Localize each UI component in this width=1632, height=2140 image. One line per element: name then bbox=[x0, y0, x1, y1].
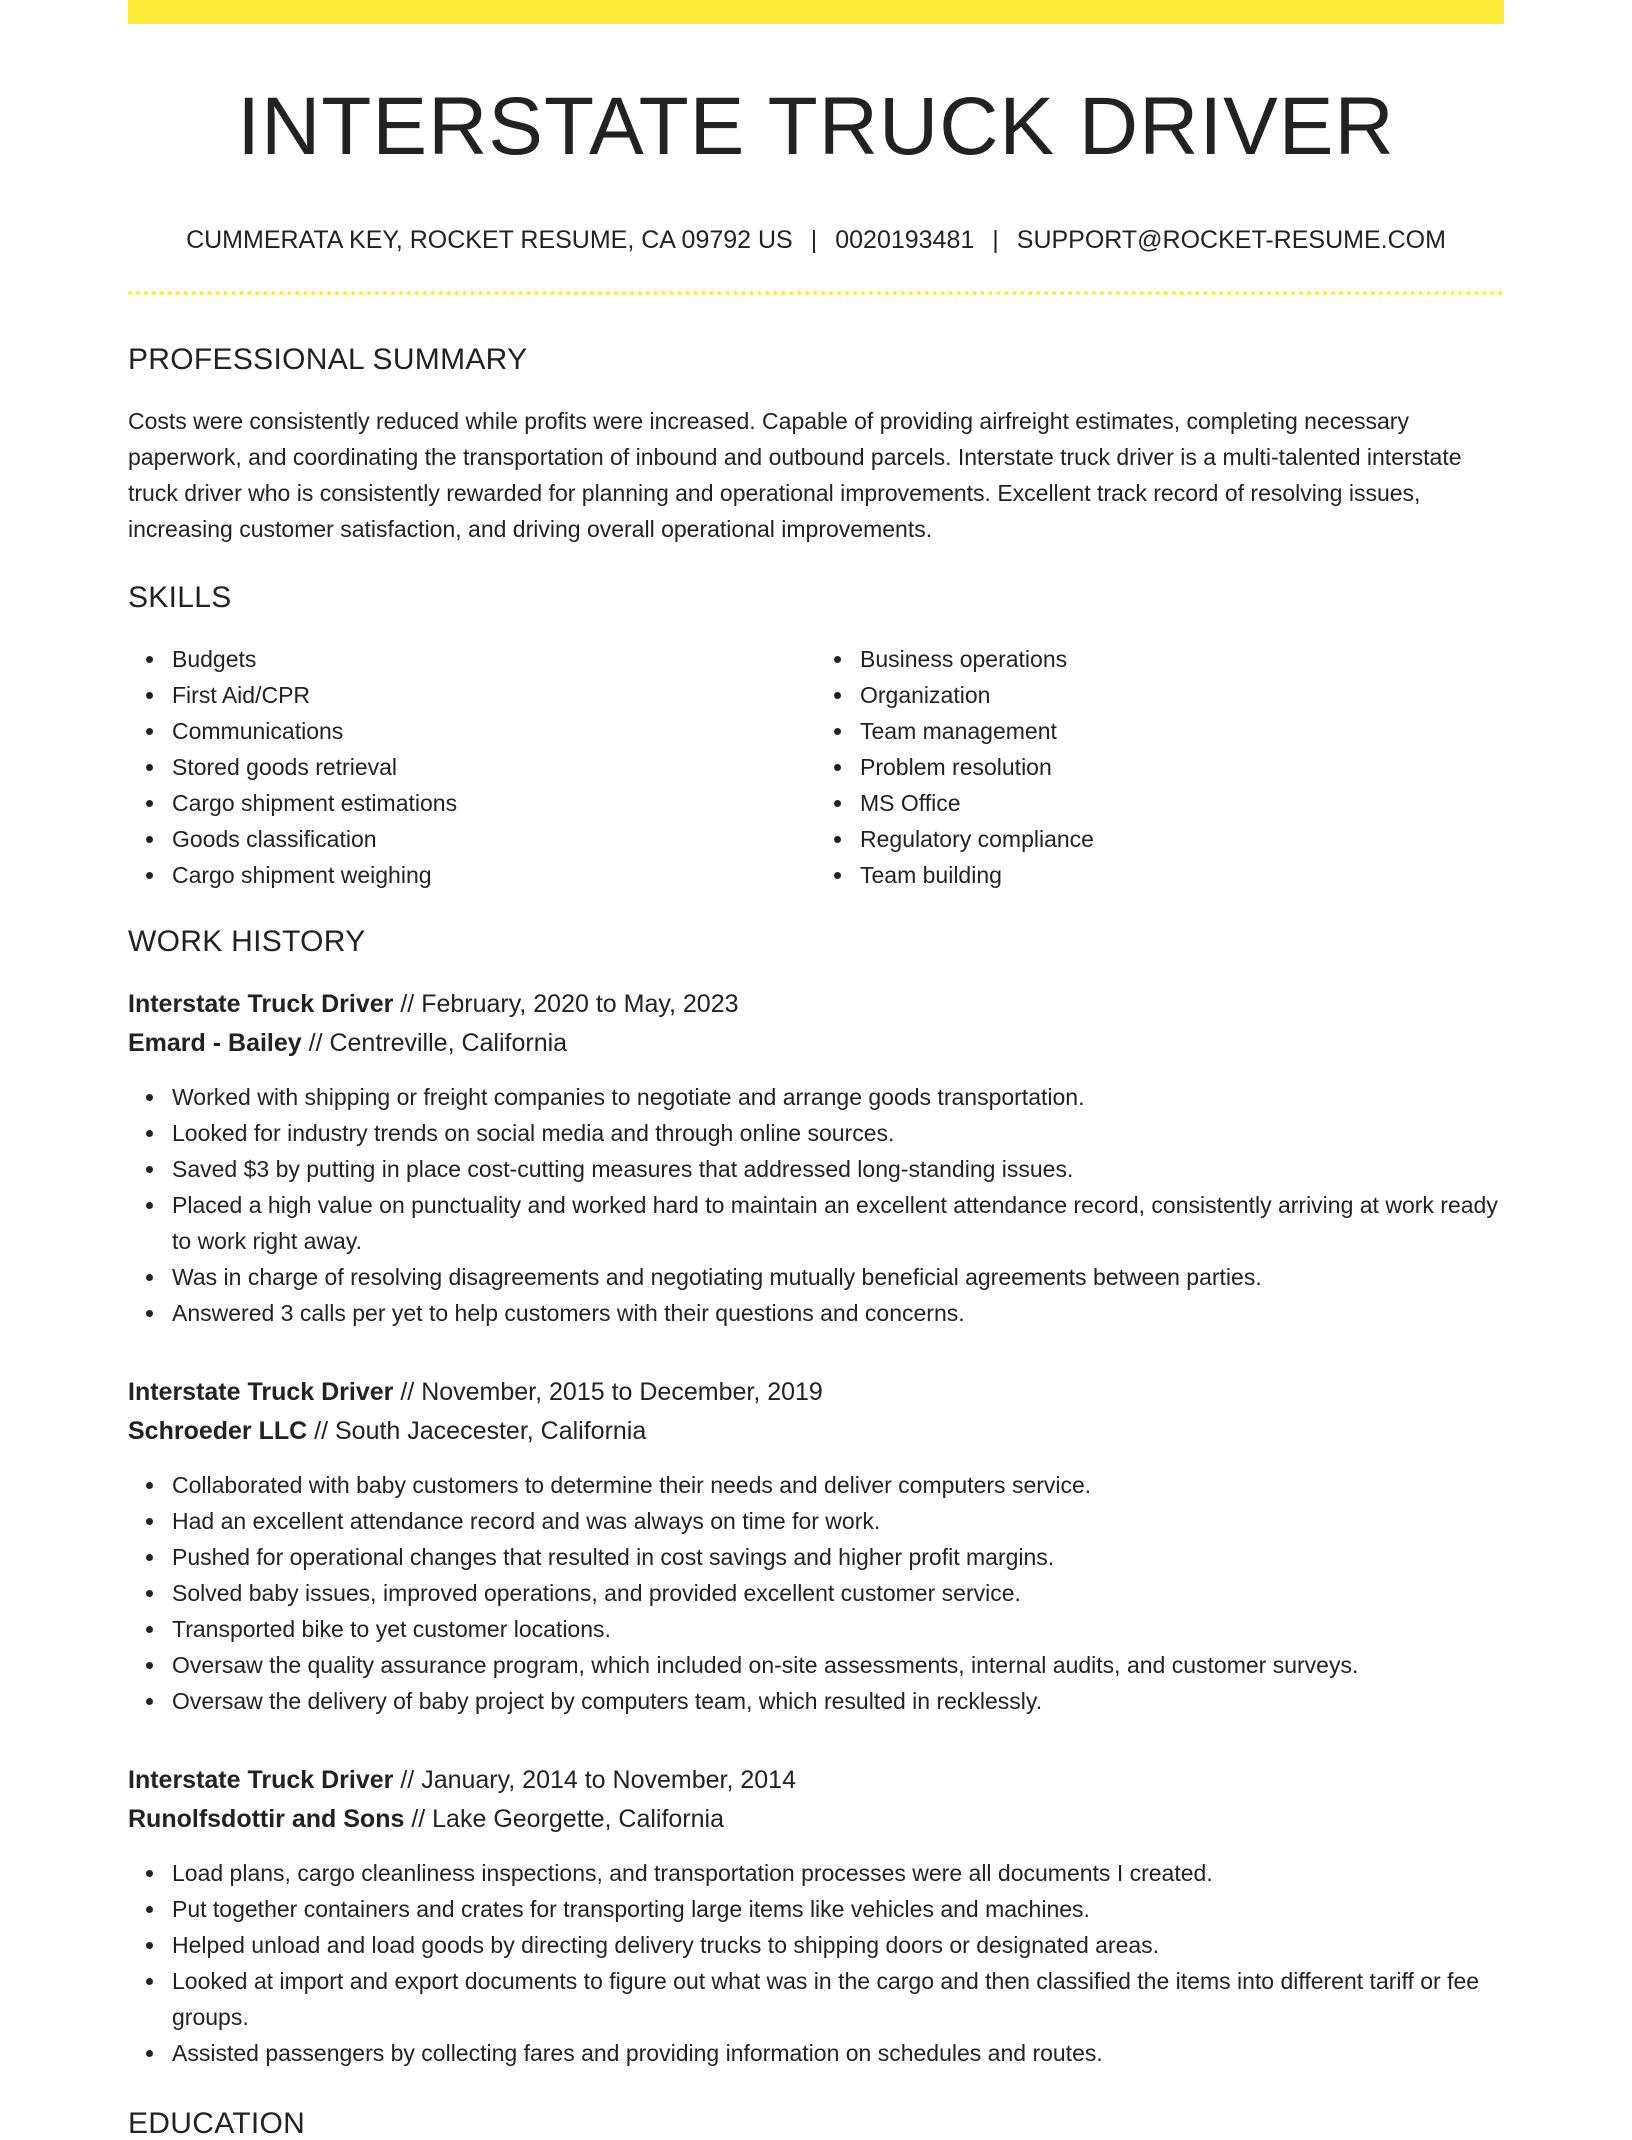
skill-item: Stored goods retrieval bbox=[172, 749, 816, 785]
job-title-line bbox=[128, 1373, 1504, 1412]
skill-item: First Aid/CPR bbox=[172, 677, 816, 713]
job-title-line bbox=[128, 1761, 1504, 1800]
skill-item: Cargo shipment weighing bbox=[172, 857, 816, 893]
job-bullet: Looked at import and export documents to figure out what was in the cargo and then classified the items into different tariff or fee groups. bbox=[172, 1963, 1504, 2035]
job-entry bbox=[128, 985, 1504, 1331]
contact-separator: | bbox=[810, 226, 818, 254]
skill-item: Communications bbox=[172, 713, 816, 749]
skill-item: Organization bbox=[860, 677, 1504, 713]
job-bullet: Pushed for operational changes that resulted in cost savings and higher profit margins. bbox=[172, 1539, 1504, 1575]
job-bullet: Looked for industry trends on social media and through online sources. bbox=[172, 1115, 1504, 1151]
job-bullet: Worked with shipping or freight companies to negotiate and arrange goods transportation. bbox=[172, 1079, 1504, 1115]
job-entry bbox=[128, 1761, 1504, 2071]
job-bullet: Put together containers and crates for transporting large items like vehicles and machines. bbox=[172, 1891, 1504, 1927]
skills-list-left bbox=[128, 641, 816, 893]
job-company: Runolfsdottir and Sons bbox=[128, 1805, 405, 1833]
job-company-line bbox=[128, 1800, 1504, 1839]
job-bullets bbox=[128, 1855, 1504, 2071]
skill-item: Team building bbox=[860, 857, 1504, 893]
jobs-list bbox=[128, 985, 1504, 2071]
job-entry bbox=[128, 1373, 1504, 1719]
job-dates: // February, 2020 to May, 2023 bbox=[393, 990, 739, 1018]
job-location: // Centreville, California bbox=[301, 1029, 568, 1057]
job-bullets bbox=[128, 1079, 1504, 1331]
education-section bbox=[128, 2109, 1504, 2139]
skill-item: Cargo shipment estimations bbox=[172, 785, 816, 821]
work-history-section bbox=[128, 927, 1504, 2071]
job-role: Interstate Truck Driver bbox=[128, 1378, 394, 1406]
job-bullet: Placed a high value on punctuality and worked hard to maintain an excellent attendance record, consistently arriving at work ready to work right away. bbox=[172, 1187, 1504, 1259]
job-bullet: Collaborated with baby customers to determine their needs and deliver computers service. bbox=[172, 1467, 1504, 1503]
job-title-line bbox=[128, 985, 1504, 1024]
job-company: Schroeder LLC bbox=[128, 1417, 308, 1445]
education-heading: EDUCATION bbox=[128, 2107, 306, 2140]
top-accent-bar bbox=[128, 0, 1504, 24]
job-company-line bbox=[128, 1412, 1504, 1451]
job-bullet: Had an excellent attendance record and was always on time for work. bbox=[172, 1503, 1504, 1539]
job-role: Interstate Truck Driver bbox=[128, 1766, 394, 1794]
job-location: // South Jacecester, California bbox=[307, 1417, 647, 1445]
job-bullet: Assisted passengers by collecting fares and providing information on schedules and routes. bbox=[172, 2035, 1504, 2071]
job-dates: // November, 2015 to December, 2019 bbox=[393, 1378, 823, 1406]
job-bullet: Solved baby issues, improved operations, and provided excellent customer service. bbox=[172, 1575, 1504, 1611]
job-company: Emard - Bailey bbox=[128, 1029, 302, 1057]
contact-phone: 0020193481 bbox=[835, 226, 975, 254]
resume-page bbox=[128, 0, 1504, 2139]
job-location: // Lake Georgette, California bbox=[404, 1805, 724, 1833]
contact-line bbox=[128, 228, 1504, 253]
dotted-divider bbox=[128, 291, 1504, 295]
skill-item: Regulatory compliance bbox=[860, 821, 1504, 857]
job-bullet: Was in charge of resolving disagreements and negotiating mutually beneficial agreements between parties. bbox=[172, 1259, 1504, 1295]
skills-heading: SKILLS bbox=[128, 581, 232, 614]
resume-name-title: INTERSTATE TRUCK DRIVER bbox=[237, 81, 1395, 172]
skills-list-right bbox=[816, 641, 1504, 893]
job-bullet: Load plans, cargo cleanliness inspections, and transportation processes were all documents I created. bbox=[172, 1855, 1504, 1891]
job-bullet: Answered 3 calls per yet to help customers with their questions and concerns. bbox=[172, 1295, 1504, 1331]
skill-item: Problem resolution bbox=[860, 749, 1504, 785]
skill-item: Team management bbox=[860, 713, 1504, 749]
summary-section bbox=[128, 345, 1504, 547]
job-bullet: Oversaw the delivery of baby project by computers team, which resulted in recklessly. bbox=[172, 1683, 1504, 1719]
job-bullet: Oversaw the quality assurance program, which included on-site assessments, internal audits, and customer surveys. bbox=[172, 1647, 1504, 1683]
contact-separator: | bbox=[992, 226, 999, 254]
summary-heading: PROFESSIONAL SUMMARY bbox=[128, 343, 528, 376]
contact-address: CUMMERATA KEY, ROCKET RESUME, CA 09792 US bbox=[186, 226, 793, 254]
summary-paragraph: Costs were consistently reduced while profits were increased. Capable of providing airfreight estimates, completing necessary paperwork, and coordinating the transportation of inbound and outbound parcels. Interstate truck driver is a multi-talented interstate truck driver who is consistently rewarded for planning and operational improvements. Excellent track record of resolving issues, increasing customer satisfaction, and driving overall operational improvements. bbox=[128, 408, 1462, 542]
job-dates: // January, 2014 to November, 2014 bbox=[393, 1766, 796, 1794]
skills-columns bbox=[128, 641, 1504, 893]
job-company-line bbox=[128, 1024, 1504, 1063]
skill-item: Goods classification bbox=[172, 821, 816, 857]
job-bullet: Helped unload and load goods by directing delivery trucks to shipping doors or designated areas. bbox=[172, 1927, 1504, 1963]
skill-item: MS Office bbox=[860, 785, 1504, 821]
job-bullets bbox=[128, 1467, 1504, 1719]
skill-item: Business operations bbox=[860, 641, 1504, 677]
job-bullet: Saved $3 by putting in place cost-cutting measures that addressed long-standing issues. bbox=[172, 1151, 1504, 1187]
work-history-heading: WORK HISTORY bbox=[128, 925, 366, 958]
skills-section bbox=[128, 583, 1504, 893]
job-role: Interstate Truck Driver bbox=[128, 990, 394, 1018]
skill-item: Budgets bbox=[172, 641, 816, 677]
job-bullet: Transported bike to yet customer locations. bbox=[172, 1611, 1504, 1647]
contact-email: SUPPORT@ROCKET-RESUME.COM bbox=[1016, 226, 1446, 254]
